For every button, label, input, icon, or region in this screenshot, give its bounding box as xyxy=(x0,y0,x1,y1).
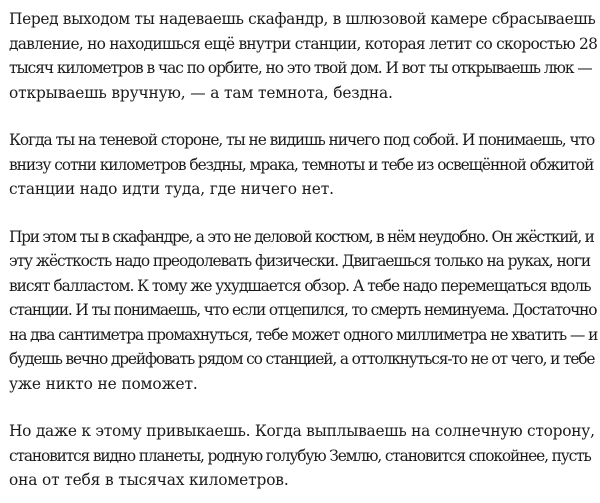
text-line: тысяч километров в час по орбите, но это твой дом. И вот ты открываешь люк — xyxy=(9,59,592,77)
paragraph-1 xyxy=(9,7,597,105)
text-line: уже никто не поможет. xyxy=(9,374,198,393)
text-line: станции. И ты понимаешь, что если отцепился, то смерть неминуема. Достаточно xyxy=(9,301,597,319)
text-line: Перед выходом ты надеваешь скафандр, в шлюзовой камере сбрасываешь xyxy=(9,10,596,28)
text-line: на два сантиметра промахнуться, тебе может одного миллиметра не хватить — и xyxy=(9,325,598,344)
text-line: становится видно планеты, родную голубую Землю, становится спокойнее, пусть xyxy=(9,446,591,465)
text-line: висят балластом. К тому же ухудшается обзор. А тебе надо перемещаться вдоль xyxy=(9,276,591,295)
article-body xyxy=(9,7,597,493)
text-line: Когда ты на теневой стороне, ты не видишь ничего под собой. И понимаешь, что xyxy=(9,131,595,149)
text-line: она от тебя в тысячах километров. xyxy=(9,471,289,489)
paragraph-3 xyxy=(9,225,597,397)
text-line: внизу сотни километров бездны, мрака, темноты и тебе из освещённой обжитой xyxy=(9,155,594,174)
text-line: давление, но находишься ещё внутри станции, которая летит со скоростью 28 xyxy=(9,34,598,53)
text-line: будешь вечно дрейфовать рядом со станцией, а оттолкнуться-то не от чего, и тебе xyxy=(9,350,595,368)
text-line: станции надо идти туда, где ничего нет. xyxy=(9,180,334,198)
text-line: Но даже к этому привыкаешь. Когда выплываешь на солнечную сторону, xyxy=(9,422,595,440)
paragraph-4 xyxy=(9,419,597,493)
paragraph-2 xyxy=(9,128,597,202)
text-line: открываешь вручную, — а там темнота, бездна. xyxy=(9,83,393,102)
text-line: эту жёсткость надо преодолевать физически. Двигаешься только на руках, ноги xyxy=(9,252,591,270)
text-line: При этом ты в скафандре, а это не деловой костюм, в нём неудобно. Он жёсткий, и xyxy=(9,227,594,246)
